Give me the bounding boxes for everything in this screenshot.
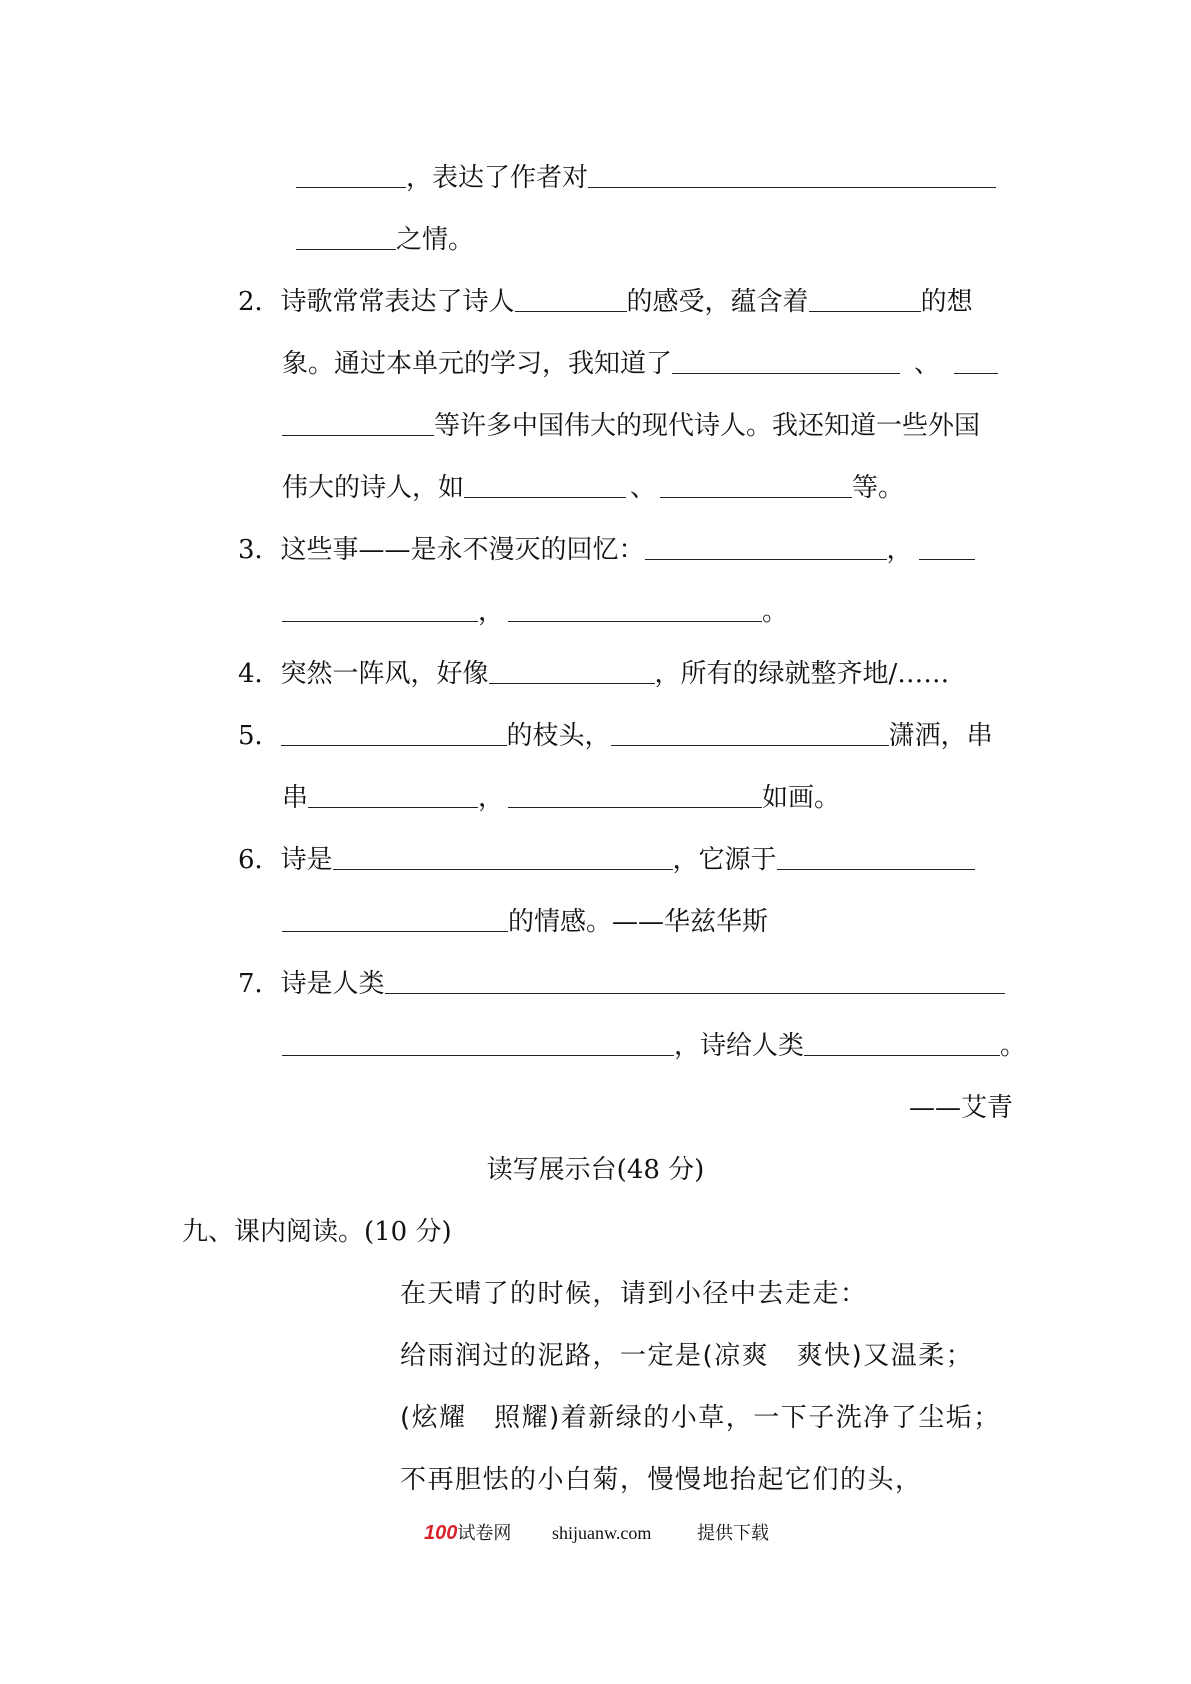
- answer-blank[interactable]: [296, 158, 406, 188]
- answer-blank[interactable]: [489, 654, 655, 684]
- answer-blank[interactable]: [333, 840, 673, 870]
- logo-number: 100: [424, 1522, 458, 1544]
- answer-blank[interactable]: [282, 592, 478, 622]
- answer-blank[interactable]: [645, 530, 887, 560]
- answer-blank[interactable]: [672, 344, 900, 374]
- answer-blank[interactable]: [777, 840, 975, 870]
- q6-line-1: 6．诗是 ，它源于: [238, 840, 975, 880]
- answer-blank[interactable]: [308, 778, 478, 808]
- answer-blank[interactable]: [282, 406, 434, 436]
- q6-line-2: 的情感。——华兹华斯: [282, 902, 768, 942]
- q1-line-1: ，表达了作者对: [296, 158, 996, 198]
- download-text: 提供下载: [697, 1523, 769, 1543]
- answer-blank[interactable]: [588, 158, 996, 188]
- q7-attribution: ——艾青: [908, 1093, 1013, 1123]
- q2-line-4: 伟大的诗人，如 、 等。: [282, 468, 904, 508]
- answer-blank[interactable]: [611, 716, 889, 746]
- page-footer: [0, 1518, 1191, 1548]
- answer-blank[interactable]: [954, 344, 998, 374]
- logo-text: 试卷网: [457, 1523, 512, 1543]
- q5-line-1: 5． 的枝头， 潇洒，串: [238, 716, 993, 756]
- answer-blank[interactable]: [515, 282, 627, 312]
- q5-line-2: 串 ， 如画。: [282, 778, 840, 818]
- q9-heading: 九、课内阅读。(10 分): [182, 1217, 452, 1247]
- poem-line: 在天晴了的时候，请到小径中去走走：: [400, 1279, 868, 1309]
- answer-blank[interactable]: [508, 778, 762, 808]
- q4-line-1: 4．突然一阵风，好像 ，所有的绿就整齐地/……: [238, 654, 949, 694]
- q7-line-1: 7．诗是人类: [238, 964, 1005, 1004]
- q3-line-1: 3．这些事——是永不漫灭的回忆： ，: [238, 530, 975, 570]
- q7-line-2: ，诗给人类 。: [282, 1026, 1026, 1066]
- answer-blank[interactable]: [809, 282, 921, 312]
- answer-blank[interactable]: [919, 530, 975, 560]
- answer-blank[interactable]: [296, 220, 396, 250]
- poem-line: (炫耀 照耀)着新绿的小草，一下子洗净了尘垢；: [400, 1403, 1001, 1433]
- answer-blank[interactable]: [508, 592, 762, 622]
- answer-blank[interactable]: [282, 1026, 674, 1056]
- poem-line: 给雨润过的泥路，一定是(凉爽 爽快)又温柔；: [400, 1341, 974, 1371]
- q2-line-3: 等许多中国伟大的现代诗人。我还知道一些外国: [282, 406, 980, 446]
- answer-blank[interactable]: [464, 468, 626, 498]
- section-title: 读写展示台(48 分): [486, 1155, 705, 1185]
- answer-blank[interactable]: [281, 716, 507, 746]
- answer-blank[interactable]: [282, 902, 508, 932]
- q3-line-2: ， 。: [282, 592, 788, 632]
- answer-blank[interactable]: [804, 1026, 1000, 1056]
- answer-blank[interactable]: [385, 964, 1005, 994]
- q2-line-2: 象。通过本单元的学习，我知道了 、: [282, 344, 998, 384]
- answer-blank[interactable]: [660, 468, 852, 498]
- q1-line-2: 之情。: [296, 220, 474, 260]
- q2-line-1: 2．诗歌常常表达了诗人 的感受，蕴含着 的想: [238, 282, 973, 322]
- site-url[interactable]: shijuanw.com: [552, 1523, 652, 1543]
- logo: [424, 1518, 511, 1548]
- poem-line: 不再胆怯的小白菊，慢慢地抬起它们的头，: [400, 1465, 923, 1495]
